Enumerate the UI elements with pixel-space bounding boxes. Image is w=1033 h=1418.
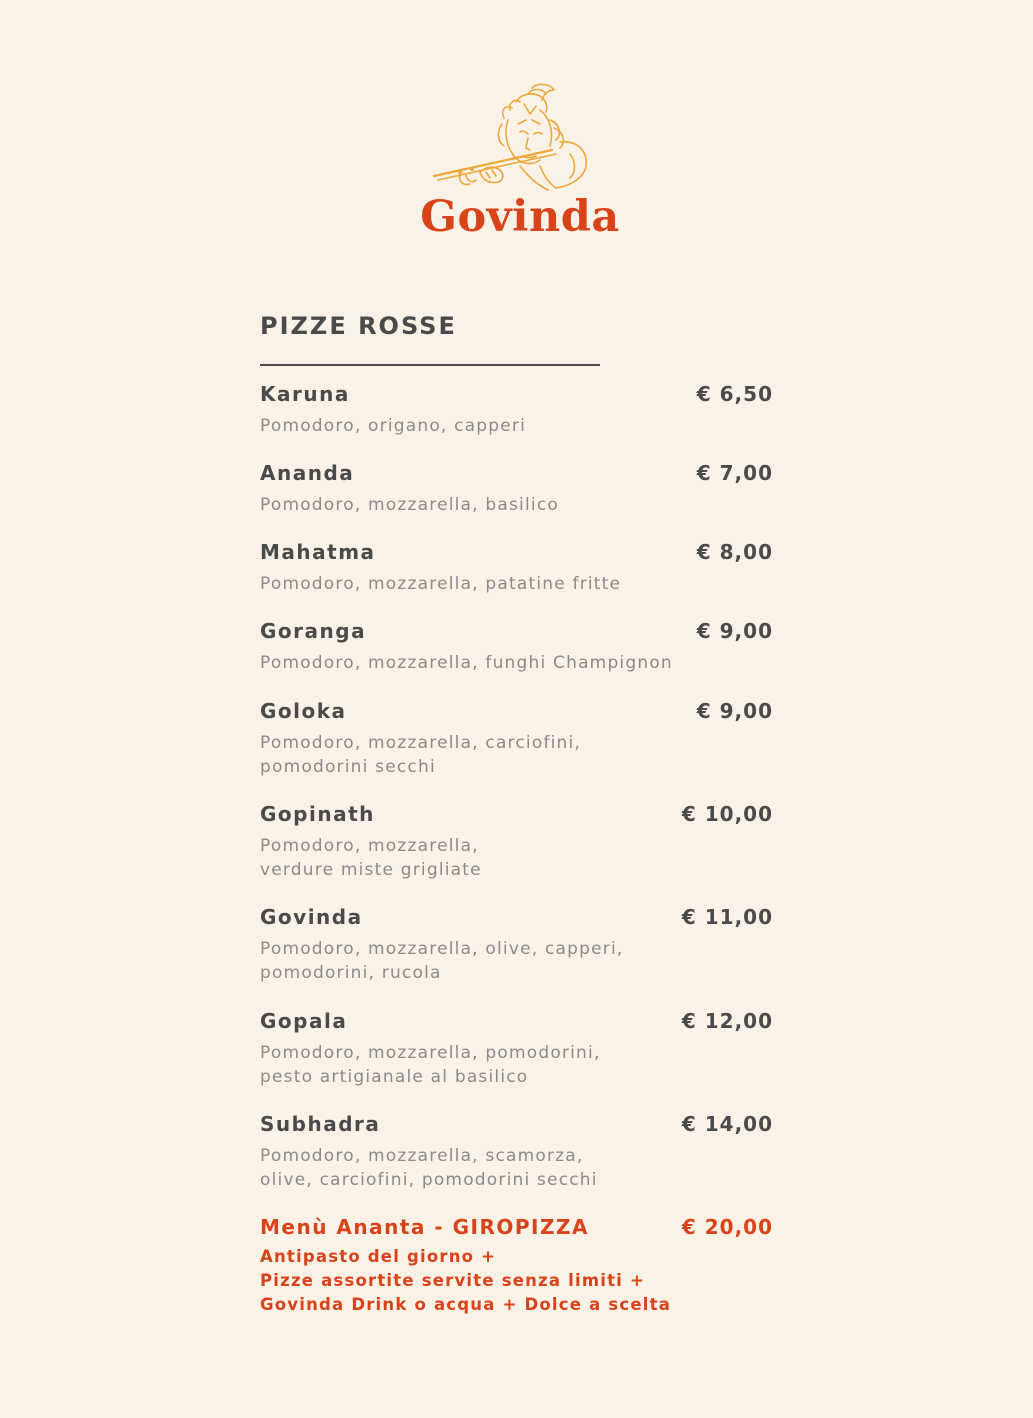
- item-description: Pomodoro, mozzarella, patatine fritte: [260, 574, 622, 594]
- special-description: Antipasto del giorno + Pizze assortite servite senza limiti + Govinda Drink o acqua + Dolce a scelta: [260, 1247, 672, 1314]
- menu-item: [260, 461, 773, 517]
- brand-name: Govinda: [420, 192, 620, 242]
- item-name: Mahatma: [260, 540, 376, 564]
- item-description: Pomodoro, mozzarella, verdure miste grigliate: [260, 836, 482, 880]
- item-name: Gopala: [260, 1009, 348, 1033]
- special-price: € 20,00: [681, 1215, 773, 1239]
- item-price: € 10,00: [681, 802, 773, 826]
- item-price: € 9,00: [696, 619, 773, 643]
- item-name: Gopinath: [260, 802, 375, 826]
- item-description: Pomodoro, mozzarella, olive, capperi, pomodorini, rucola: [260, 939, 624, 983]
- item-description: Pomodoro, mozzarella, basilico: [260, 495, 559, 515]
- menu-item: [260, 699, 773, 779]
- item-price: € 14,00: [681, 1112, 773, 1136]
- item-price: € 8,00: [696, 540, 773, 564]
- menu-item: [260, 540, 773, 596]
- menu-item: [260, 905, 773, 985]
- menu-item: [260, 382, 773, 438]
- menu-item: [260, 1112, 773, 1192]
- item-name: Goloka: [260, 699, 347, 723]
- item-price: € 12,00: [681, 1009, 773, 1033]
- item-description: Pomodoro, mozzarella, funghi Champignon: [260, 653, 673, 673]
- item-name: Karuna: [260, 382, 350, 406]
- item-name: Goranga: [260, 619, 367, 643]
- logo: [420, 80, 620, 250]
- special-menu-item: [260, 1215, 773, 1317]
- item-name: Govinda: [260, 905, 363, 929]
- item-price: € 7,00: [696, 461, 773, 485]
- menu-item: [260, 802, 773, 882]
- menu-item: [260, 619, 773, 675]
- item-price: € 11,00: [681, 905, 773, 929]
- krishna-flute-icon: [420, 80, 620, 195]
- special-name: Menù Ananta - GIROPIZZA: [260, 1215, 589, 1239]
- item-description: Pomodoro, mozzarella, carciofini, pomodorini secchi: [260, 733, 582, 777]
- item-name: Ananda: [260, 461, 355, 485]
- item-price: € 6,50: [696, 382, 773, 406]
- section-title: PIZZE ROSSE: [260, 312, 457, 340]
- section-divider: [260, 364, 600, 366]
- item-price: € 9,00: [696, 699, 773, 723]
- item-description: Pomodoro, mozzarella, scamorza, olive, carciofini, pomodorini secchi: [260, 1146, 598, 1190]
- menu-item: [260, 1009, 773, 1089]
- item-description: Pomodoro, mozzarella, pomodorini, pesto artigianale al basilico: [260, 1043, 601, 1087]
- item-description: Pomodoro, origano, capperi: [260, 416, 527, 436]
- item-name: Subhadra: [260, 1112, 381, 1136]
